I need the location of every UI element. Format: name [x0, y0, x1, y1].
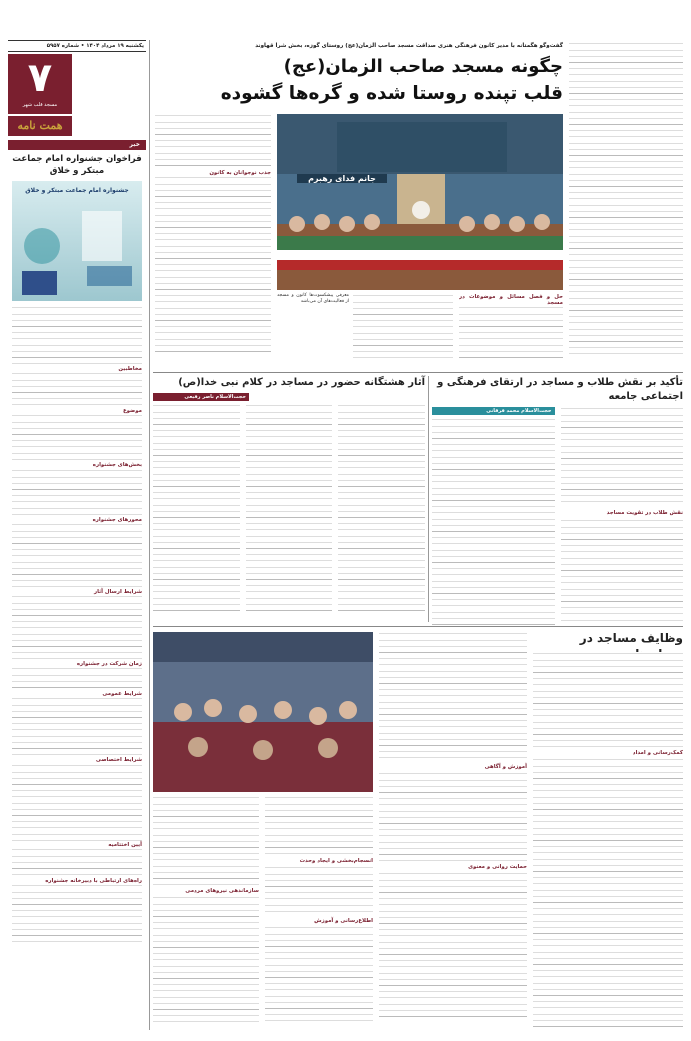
- lead-col-left: [155, 114, 271, 360]
- section-label: مسجد قلب شهر: [22, 102, 58, 108]
- sidebar-sub-6: زمان شرکت در جشنواره: [76, 661, 142, 668]
- lead-title-2: قلب تپنده روستا شده و گره‌ها گشوده: [220, 83, 563, 104]
- sidebar-sub-7: شرایط عمومی: [102, 691, 142, 698]
- lead-photo-caption: معرفی پیشکسوت‌ها کانون و مسجد از فعالیت‌های آن می‌باشد: [277, 293, 349, 304]
- page-number-block: [8, 54, 72, 114]
- photo-banner-text: جانم فدای رهبرم: [297, 174, 387, 183]
- article4-title: وظایف مساجد در: [579, 631, 683, 645]
- article2-col-1a: [561, 407, 684, 507]
- lead-sub-1: حل و فصل مسائل و موضوعات در مسجد: [459, 294, 563, 307]
- poster-title: جشنواره امام جماعت مبتکر و خلاق: [25, 187, 129, 194]
- page-number: ۷: [27, 55, 53, 101]
- column-divider: [149, 40, 150, 1030]
- section-rule-2: [153, 626, 683, 627]
- poster-graphic: [12, 181, 142, 301]
- mosque-photo-graphic: [277, 114, 563, 290]
- lead-article: [153, 40, 683, 370]
- article4-sub-4: انسجام‌بخشی و ایجاد وحدت: [299, 858, 373, 864]
- lead-intro-text: [569, 42, 683, 360]
- article2-label: حجت‌الاسلام محمد فرقانی: [432, 407, 555, 415]
- lead-photo: [277, 114, 563, 290]
- article2-title: تأکید بر نقش طلاب و مساجد در ارتقای فرهنگی و اجتماعی جامعه: [437, 377, 683, 402]
- sidebar-label: خبر: [129, 141, 140, 148]
- article-3: [153, 376, 425, 622]
- article4-sub-2: آموزش و آگاهی: [484, 764, 527, 770]
- logo-block: [8, 116, 72, 136]
- lead-kicker: گفت‌وگو هگمتانه با مدیر کانون فرهنگی هنری صداقت مسجد صاحب الزمان(عج) روستای گوزه، بخش شرا قهاوند: [255, 43, 563, 49]
- sidebar-sub-9: آیین اختتامیه: [108, 841, 142, 848]
- article4-col-1: [533, 652, 683, 1028]
- article4-sub-3: حمایت روانی و معنوی: [468, 864, 527, 871]
- article4-sub-5: اطلاع‌رسانی و آموزش: [314, 918, 373, 925]
- article4-col-4: [153, 796, 259, 1028]
- article4-photo: [153, 632, 373, 792]
- sidebar-sub-5: شرایط ارسال آثار: [93, 588, 142, 595]
- sidebar-sub-4: محورهای جشنواره: [92, 516, 142, 523]
- article3-col-2: [246, 404, 333, 616]
- gathering-photo-graphic: [153, 632, 373, 792]
- sidebar-news-title: فراخوان جشنواره امام جماعت مبتکر و خلاق: [12, 154, 142, 176]
- article2-sub: نقش طلاب در تقویت مساجد: [606, 510, 683, 516]
- lead-sub-2: جذب نوجوانان به کانون: [209, 170, 271, 176]
- logo: همت نامه: [17, 119, 63, 132]
- article4-sub-6: سازماندهی نیروهای مردمی: [185, 888, 259, 894]
- section-rule-1: [153, 372, 683, 373]
- sidebar-body: [12, 306, 142, 1041]
- sidebar-sub-8: شرایط اختصاصی: [95, 757, 142, 764]
- article-4: [153, 628, 683, 1030]
- article-divider: [428, 376, 429, 622]
- article-2: [432, 376, 683, 622]
- sidebar-sub-1: مخاطبین: [118, 366, 142, 372]
- sidebar-sub-3: بخش‌های جشنواره: [92, 462, 142, 469]
- sidebar-sub-2: موضوع: [123, 408, 142, 415]
- article2-col-1b: [561, 519, 684, 631]
- sidebar-column: [8, 140, 146, 1030]
- article3-title: آثار هشتگانه حضور در مساجد در کلام نبی خدا(ص): [178, 377, 425, 388]
- date-strip: [8, 40, 146, 52]
- article4-sub-1: کمک‌رسانی و امداد: [632, 750, 683, 756]
- lead-title-1: چگونه مسجد صاحب الزمان(عج): [283, 56, 563, 77]
- sidebar-sub-10: راه‌های ارتباطی با دبیرخانه جشنواره: [45, 877, 142, 884]
- article4-col-2: [379, 632, 527, 1028]
- lead-col-2: [353, 294, 453, 360]
- article4-col-3: [265, 796, 373, 1028]
- article3-label: حجت‌الاسلام ناصر رفیعی: [153, 393, 249, 401]
- article3-col-3: [153, 404, 240, 616]
- article3-col-1: [338, 404, 425, 616]
- article2-col-2: [432, 418, 555, 630]
- date-line: یکشنبه ۱۹ مرداد ۱۴۰۴ • شماره ۵۹۵۷: [46, 43, 144, 49]
- festival-poster: [12, 181, 142, 301]
- lead-col-1: [459, 294, 563, 360]
